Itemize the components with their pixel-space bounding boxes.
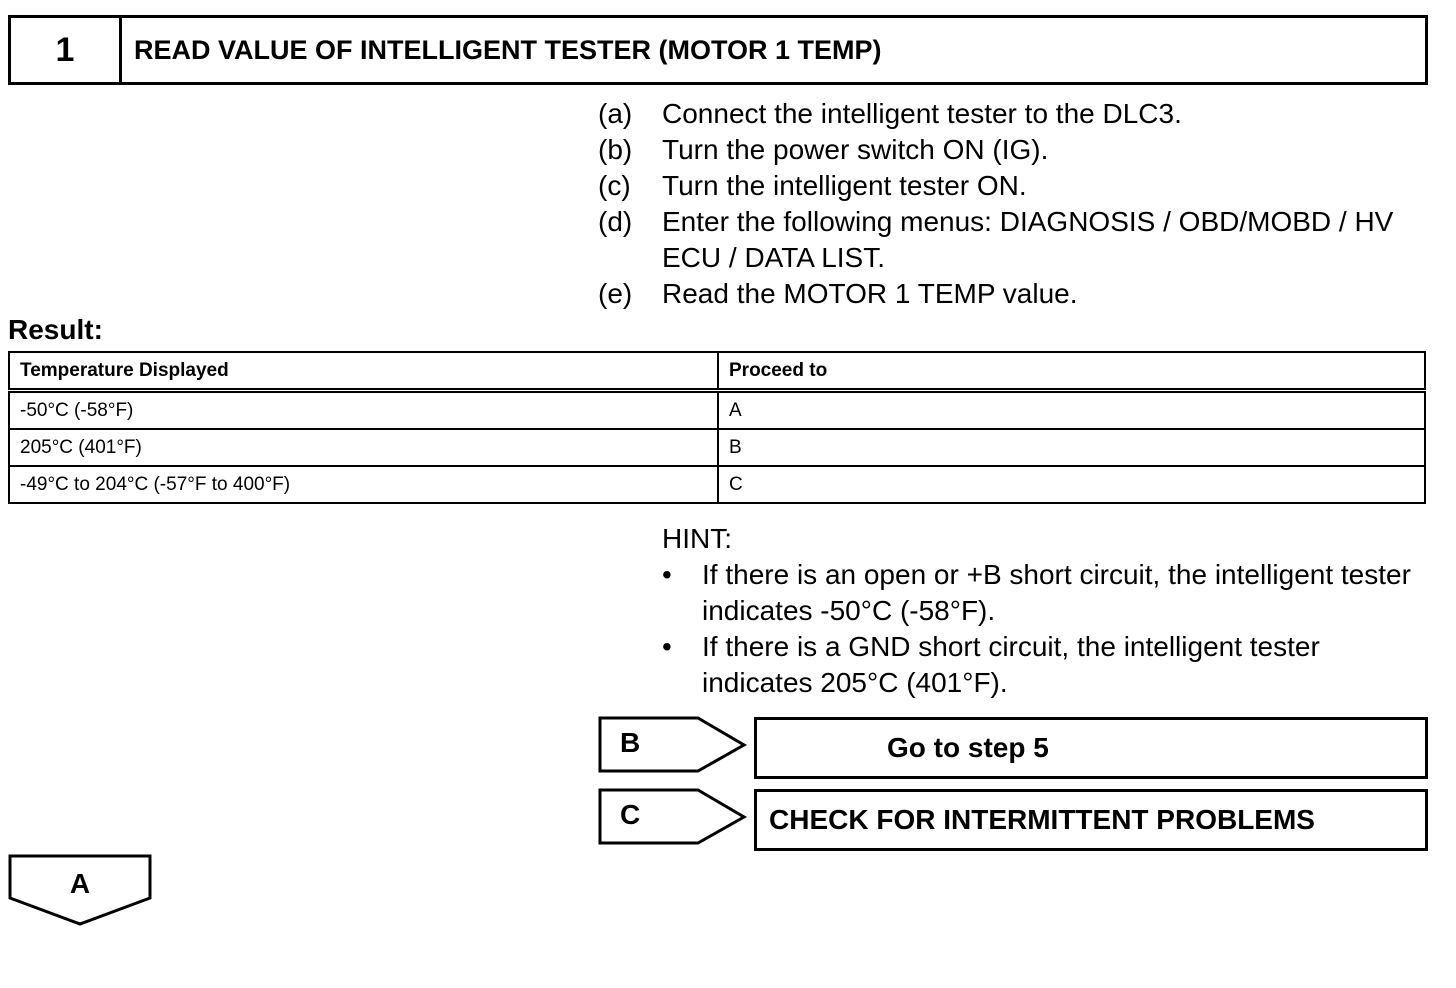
- procedure-step: [598, 276, 1428, 312]
- table-header-row: [9, 352, 1425, 391]
- hint-bullet: [662, 557, 1422, 629]
- table-row: [9, 429, 1425, 466]
- nav-letter: B: [620, 727, 641, 758]
- column-header: Proceed to: [718, 352, 1425, 391]
- procedure-step: [598, 204, 1428, 276]
- navigation-row-b[interactable]: [598, 716, 1428, 778]
- step-title: READ VALUE OF INTELLIGENT TESTER (MOTOR 1 TEMP): [134, 34, 882, 65]
- step-label: (b): [598, 134, 633, 165]
- column-header: Temperature Displayed: [9, 352, 718, 391]
- table-cell: A: [718, 391, 1425, 430]
- step-label: (e): [598, 278, 633, 309]
- bullet-icon: •: [662, 559, 672, 590]
- hint-title: HINT:: [662, 523, 732, 554]
- step-text: Connect the intelligent tester to the DLC3.: [662, 98, 1182, 129]
- procedure-step: [598, 132, 1428, 168]
- step-text: Read the MOTOR 1 TEMP value.: [662, 278, 1078, 309]
- hint-text: If there is a GND short circuit, the intelligent tester indicates 205°C (401°F).: [702, 631, 1320, 698]
- hint-text: If there is an open or +B short circuit, the intelligent tester indicates -50°C (-58°F).: [702, 559, 1411, 626]
- step-header: [8, 15, 1428, 85]
- table-row: [9, 466, 1425, 503]
- procedure-step: [598, 96, 1428, 132]
- table-cell: C: [718, 466, 1425, 503]
- step-number: 1: [11, 18, 122, 82]
- procedure-step: [598, 168, 1428, 204]
- nav-action-check-intermittent[interactable]: CHECK FOR INTERMITTENT PROBLEMS: [754, 789, 1428, 851]
- table-cell: B: [718, 429, 1425, 466]
- hint-bullet: [662, 629, 1422, 701]
- step-text: Enter the following menus: DIAGNOSIS / OBD/MOBD / HV ECU / DATA LIST.: [662, 206, 1394, 273]
- step-label: (d): [598, 206, 633, 237]
- result-label: Result:: [8, 314, 103, 345]
- navigation-row-c[interactable]: [598, 788, 1428, 850]
- step-label: (c): [598, 170, 631, 201]
- procedure-steps: [598, 96, 1428, 312]
- hint-section: [662, 521, 1422, 701]
- result-table: [8, 351, 1426, 504]
- table-row: [9, 391, 1425, 430]
- step-label: (a): [598, 98, 633, 129]
- table-cell: -49°C to 204°C (-57°F to 400°F): [9, 466, 718, 503]
- step-text: Turn the intelligent tester ON.: [662, 170, 1027, 201]
- bullet-icon: •: [662, 631, 672, 662]
- continue-marker-letter[interactable]: A: [69, 868, 91, 899]
- nav-action-go-to-step[interactable]: Go to step 5: [754, 717, 1428, 779]
- nav-letter: C: [620, 799, 641, 830]
- table-cell: 205°C (401°F): [9, 429, 718, 466]
- step-text: Turn the power switch ON (IG).: [662, 134, 1049, 165]
- table-cell: -50°C (-58°F): [9, 391, 718, 430]
